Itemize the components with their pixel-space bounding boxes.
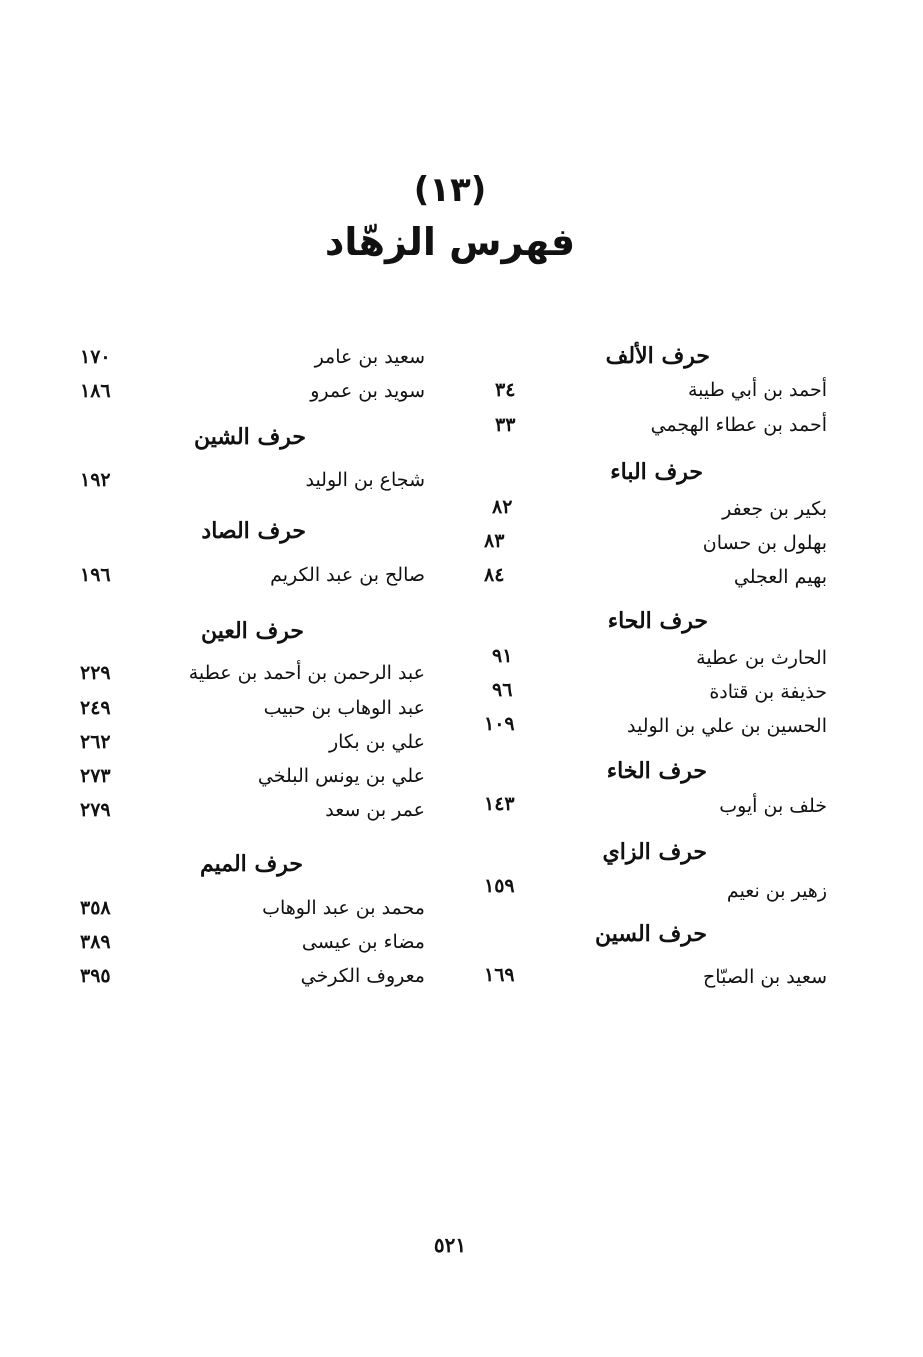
entry-page: ٣٨٩	[80, 931, 111, 953]
chapter-number: (١٣)	[413, 170, 487, 210]
entry-name: شجاع بن الوليد	[305, 469, 425, 491]
entry-page: ١٩٦	[80, 564, 111, 586]
entry-name: عمر بن سعد	[325, 799, 425, 821]
entry-name: سعيد بن عامر	[314, 346, 425, 368]
entry-name: صالح بن عبد الكريم	[270, 564, 425, 586]
section-heading-sin: حرف السين	[594, 921, 707, 947]
entry-page: ٢٧٣	[80, 765, 111, 787]
section-heading-zay: حرف الزاي	[602, 839, 707, 865]
section-heading-sad: حرف الصاد	[201, 518, 306, 544]
entry-name: عبد الرحمن بن أحمد بن عطية	[188, 662, 425, 684]
entry-page: ٣٣	[495, 414, 516, 436]
entry-name: أحمد بن أبي طيبة	[687, 379, 827, 401]
entry-page: ٢٢٩	[80, 662, 111, 684]
section-heading-ayn: حرف العين	[200, 618, 304, 644]
entry-page: ١٨٦	[80, 380, 111, 402]
entry-name: سعيد بن الصبّاح	[703, 966, 827, 988]
entry-name: بهيم العجلي	[733, 566, 827, 588]
page-title: فهرس الزهّاد	[324, 220, 576, 264]
section-heading-shin: حرف الشين	[193, 424, 306, 450]
entry-name: علي بن بكار	[328, 731, 425, 753]
page-number: ٥٢١	[433, 1233, 467, 1257]
entry-page: ٢٦٢	[80, 731, 111, 753]
entry-page: ١٩٢	[80, 469, 111, 491]
entry-page: ٣٩٥	[80, 965, 111, 987]
section-heading-kha: حرف الخاء	[606, 758, 707, 784]
section-heading-mim: حرف الميم	[199, 851, 303, 877]
section-heading-ha: حرف الحاء	[607, 608, 708, 634]
entry-page: ٨٣	[484, 530, 505, 552]
entry-name: سويد بن عمرو	[310, 380, 425, 402]
entry-page: ٨٢	[492, 496, 513, 518]
section-heading-ba: حرف الباء	[610, 459, 703, 485]
entry-name: محمد بن عبد الوهاب	[262, 897, 425, 919]
entry-page: ١٧٠	[80, 346, 111, 368]
entry-page: ٣٤	[495, 379, 516, 401]
entry-page: ٣٥٨	[80, 897, 111, 919]
entry-name: بهلول بن حسان	[702, 532, 827, 554]
entry-page: ٨٤	[484, 564, 505, 586]
entry-name: مضاء بن عيسى	[301, 931, 425, 953]
entry-name: خلف بن أيوب	[719, 795, 827, 817]
entry-name: الحسين بن علي بن الوليد	[627, 715, 827, 737]
entry-page: ٢٧٩	[80, 799, 111, 821]
section-heading-alif: حرف الألف	[605, 343, 710, 369]
entry-page: ١٠٩	[484, 713, 515, 735]
entry-page: ١٥٩	[484, 875, 515, 897]
entry-page: ١٦٩	[484, 964, 515, 986]
entry-name: حذيفة بن قتادة	[709, 681, 827, 703]
entry-name: عبد الوهاب بن حبيب	[263, 697, 425, 719]
entry-name: معروف الكرخي	[300, 965, 425, 987]
entry-page: ٩١	[492, 645, 513, 667]
entry-name: علي بن يونس البلخي	[257, 765, 425, 787]
entry-page: ٩٦	[492, 679, 513, 701]
entry-page: ٢٤٩	[80, 697, 111, 719]
entry-name: أحمد بن عطاء الهجمي	[650, 414, 827, 436]
entry-page: ١٤٣	[484, 793, 515, 815]
entry-name: بكير بن جعفر	[722, 498, 827, 520]
entry-name: زهير بن نعيم	[726, 880, 827, 902]
entry-name: الحارث بن عطية	[696, 647, 827, 669]
